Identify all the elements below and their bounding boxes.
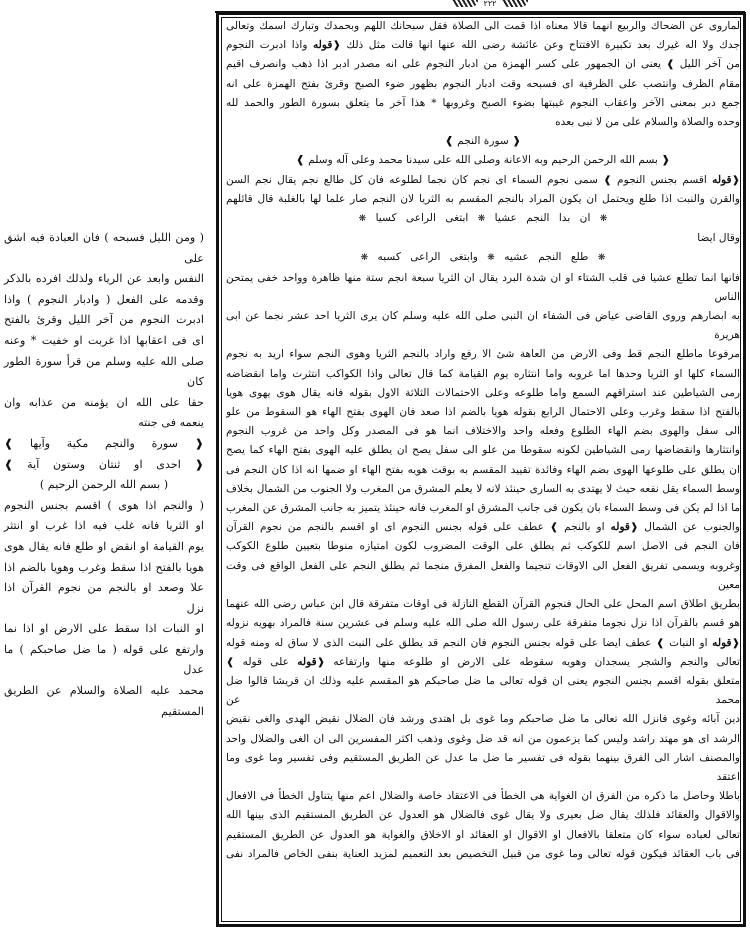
ornament-open-icon: ❰ [657,154,671,167]
text-line: به ابصارهم وروى القاضى عياض فى الشفاء ان النبى صلى الله عليه وسلم كان يرى الثريا احد عشر نجما عن ابى هريرة [226,310,740,342]
verse-line [226,209,740,229]
ornament-open-icon: ❰ [629,522,639,534]
ornament-close-icon: ❱ [4,457,28,471]
lemma: من آخر الليل [679,58,740,71]
qawlah-marker: قوله [712,173,732,186]
star-icon: ❋ [360,253,369,264]
surah-info-text: سورة والنجم مكية وآيها [30,436,178,450]
surah-info-text: احدى او ثنتان وستون آية [27,457,181,471]
margin-line: صلى الله عليه وسلم من قرأ سورة الطور كان [4,354,204,389]
text-line: متعلق بقوله اقسم بجنس النجوم يعنى ان قوله تعالى ما ضل صاحبكم هو المقسم عليه وذلك ان قريشا قالوا ضل محمد عن [226,674,740,707]
text-span: يعنى ان الجمهور على كسر الهمزة من ادبار النجوم على انه مصدر ادبر اذا ذهب وانصرف اقيم [226,58,662,71]
qawlah-marker: قوله [297,655,317,668]
text-line: وقال ايضا [697,232,740,245]
text-span: تعالى والنجم والشجر يسجدان وهويه سقوطه على الارض او طلوعه منها وارتفاعه [333,655,740,668]
text-line [226,518,740,537]
text-line: وسط السماء يقل نفعه حيث لا يهتدى به السارى حينئذ لانه لا يعلم المشرق من المغرب ولا الجنوب من الشمال بخلاف [226,482,740,495]
text-line: فانها انما تطلع عشيا فى قلب الشتاء او ان شدة البرد يقال ان الثريا سبعة انجم ستة منها ظاهرة وواحد خفى يمتحن الناس [226,271,740,303]
text-line: وانتثارها وانقضاضها رمى الشياطين لكونه سقوطا من علو الى سفل يصح ان يطلق عليه الهوى بفتح الهاء كما يصح [226,444,740,457]
hemistich: ابتغى الراعى كسيا [375,212,469,225]
qawlah-marker: قوله [313,39,333,52]
lemma: او النبات [669,636,708,649]
ornament-open-icon: ❰ [332,40,341,52]
ornament-close-icon: ❱ [226,656,235,668]
text-line [226,171,740,190]
surah-title: سورة النجم [457,135,509,148]
margin-line: ينعمه فى جنته [138,416,204,430]
text-line: جمع دبر بمعنى الآخر واعقاب النجوم غيبتها بضوء الصبح وغروبها * هذا آخر ما يتعلق بسورة الطور والحمد لله [226,96,740,109]
text-line: بالفتح اذا سقط وغرب وعلى الاحتمال الرابع بقوله هويا بالضم اذا صعد فان الهوى بفتح الهاء هو السقوط من علو [226,406,740,419]
ornament-close-icon: ❱ [549,522,559,534]
ornament-open-icon: ❰ [731,637,740,649]
text-line: مقام الظرف وانتصب على الظرفية اى فسبحه وقت ادبار النجوم بظهور ضوء الصبح وقرئ بفتح الهمزة على انه [226,77,740,90]
text-line: وغروبه ويسمى تفريق الفعل الى الاوقات تنجيما والفعل المفرق منجما ثم يطلق النجم على الفعل الواقع فى وقت معين [226,559,740,591]
basmala-heading [226,151,740,170]
text-line [226,653,740,672]
margin-line: اى فى اعقابها اذا غربت او خفيت * وعنه [4,333,204,347]
ornament-close-icon: ❱ [4,436,30,450]
margin-line: هويا بالفتح اذا سقط وغرب وهويا بالضم اذا [4,560,204,574]
text-line: مرفوعا ماطلع النجم قط وفى الارض من العاهة شئ الا رفع واراد بالنجم الثريا وهوى النجم سواء اريد به نجوم [226,348,740,361]
margin-line: المستقيم [161,704,204,718]
margin-line: ادبرت النجوم من آخر الليل وقرئ بالفتح [4,313,204,327]
ornament-left-icon [452,0,478,7]
text-line: هو قسم بالقرآن اذا نزل نجوما متفرقة على رسول الله صلى الله عليه وسلم فى عشرين سنة فالمراد بهويه نزوله [226,617,740,630]
text-span: سمى نجوم السماء اى نجم كان نجما لطلوعه فان كل طالع نجم يقال نجم السن [226,173,599,186]
margin-line: حقا على الله ان يؤمنه من عذابه وان [4,395,204,409]
text-line: فى باب العقائد فيكون قوله تعالى وما غوى من قبيل التخصيص بعد التعميم لمزيد العناية بنفى الخاص فالمراد نفى [226,847,740,860]
star-icon: ❋ [358,214,367,225]
ornament-close-icon: ❱ [666,59,675,71]
text-line [226,634,740,653]
star-icon: ❋ [597,253,606,264]
lemma: اقسم بجنس النجوم [617,173,707,186]
ornament-close-icon: ❱ [295,154,309,167]
margin-line: او النبات اذا سقط على الارض او اذا نما [4,622,204,636]
ornament-close-icon: ❱ [444,135,458,148]
surah-heading [226,132,740,151]
hemistich: ان بدا النجم عشيا [494,212,591,225]
text-line: تعالى لعباده سواء كان متعلقا بالافعال او الاقوال او العقائد او الاخلاق والغواية هو العدول عن الطريق المستقيم [226,828,740,841]
lemma: واذا ادبرت النجوم [226,39,308,52]
text-line [226,36,740,55]
text-span: جدك ولا اله غيرك بعد تكبيرة الافتتاح وعن عائشة رضى الله عنها انها قالت مثل ذلك [346,39,740,52]
margin-line: وارتفع على قوله ( ما ضل صاحبكم ) ما عدل [4,642,204,677]
qawlah-marker: قوله [712,636,732,649]
page-header [430,0,550,10]
text-line: الرشد اى هو مهتد راشد وليس كما يزعمون من انه قد ضل وغوى وذهب اكثر المفسرين الى ان الغى والضلال واحد [226,732,740,745]
text-line: وحده والصلاة والسلام على من لا نبى بعده [555,116,740,129]
text-line: دين آبائه وغوى فانزل الله تعالى ما ضل صاحبكم وما غوى بل اهتدى ورشد فان الضلال نقيض الهدى والغى نقيض [226,713,740,726]
text-span: عطف ايضا على قوله بجنس النجوم فان النجم قد يطلق على النبت الذى لا ساق له ومنه قوله [226,636,652,649]
hemistich: وابتغى الراعى كسبه [377,251,478,264]
margin-line: النفس وابعد عن الرياء ولذلك افرده بالذكر [4,272,204,286]
text-span: والجنوب عن الشمال [644,521,740,534]
page-number: ٢٢٢ [483,0,497,8]
ornament-right-icon [502,0,528,7]
margin-line: يوم القيامة او انقض او طلع فانه يقال هوى [4,539,204,553]
ornament-open-icon: ❰ [731,174,740,186]
ornament-open-icon: ❰ [316,656,326,668]
surah-info-line [4,455,204,476]
margin-tafsir [4,228,204,722]
star-icon: ❋ [477,214,486,225]
margin-line: وقدمه على الفعل ( وادبار النجوم ) واذا [4,292,204,306]
text-line: والقرن والنبت اذا طلع ويحتمل ان يكون المراد بالنجم المقسم به الثريا لان النجم صار علما لها بالغلبة قال قائلهم [226,192,740,205]
basmala-text: بسم الله الرحمن الرحيم وبه الاعانة وصلى الله على سيدنا محمد وعلى آله وسلم [308,154,658,167]
ornament-open-icon: ❰ [177,436,204,450]
margin-line: ( والنجم اذا هوى ) اقسم بجنس النجوم [4,498,204,512]
margin-line: ( ومن الليل فسبحه ) فان العبادة فيه اشق على [4,231,204,265]
text-line: الى سفل والهوى بضم الهاء الطلوع وفعله واحد والاختلاف انما هو فى المصدر وكل واحد من غروب النجوم [226,425,740,438]
margin-line: او الثريا فانه غلب فيه اذا غرب او انتثر [4,519,204,533]
main-commentary [226,17,740,922]
text-line: فان النجم فى الاصل اسم للكوكب ثم يطلق على الوقت المضروب لكون امتيازه منوطا بتعيين طلوع الكوكب [226,540,740,553]
qawlah-marker: قوله [610,521,630,534]
star-icon: ❋ [599,214,608,225]
text-line: لماروى عن الضحاك والربيع انهما قالا معناه اذا قمت الى الصلاة فقل سبحانك اللهم وبحمدك وتبارك اسمك وتعالى [226,20,740,32]
text-line: والمصنف اشار الى الفرق بينهما بقوله فى تفسير ما ضل ما عدل عن الطريق المستقيم وفى تفسير وما غوى وما اعتقد [226,751,740,783]
text-line: ان يطلق على طلوعها الهوى بضم الهاء وفائدة تقييد المقسم به بوقت هويه بفتح الهاء او ضمها انه اذا كان النجم فى [226,463,740,476]
verse-line [226,248,740,268]
text-line: باطلا وحاصل ما ذكره من الفرق ان الغواية هى الخطأ فى الاعتقاد خاصة والضلال اعم منها يتناول الخطأ فى الافعال [226,790,740,803]
text-line: بطريق اطلاق اسم المحل على الحال فنجوم القرآن القطع النازلة فى اوقات متفرقة قال ابن عباس رضى الله عنهما [226,598,740,611]
margin-line: محمد عليه الصلاة والسلام عن الطريق [4,684,204,698]
text-line: والاقوال والعقائد فلذلك يقال ضل بعيرى ولا يقال غوى فالضلال هو العدول عن الطريق المستقيم الذى بينها الله [226,809,740,822]
ornament-open-icon: ❰ [180,457,204,471]
margin-basmala: ( بسم الله الرحمن الرحيم ) [39,478,169,492]
ornament-open-icon: ❰ [508,135,522,148]
margin-line: علا وصعد او بالنجم من نجوم القرآن اذا نزل [4,581,204,615]
surah-info-line [4,434,204,455]
text-line [226,55,740,74]
text-line: ما اذا لم يكن فى وسط السماء بان يكون فى جانب المشرق او المغرب فانه حينئذ يتميز به جانب المشرق عن المغرب [226,502,740,515]
text-span: عطف على قوله بجنس النجوم اى او اقسم بالنجم من نجوم القرآن [226,521,544,534]
text-line: السماء كلها او الثريا وحدها اما غروبه واما انتثاره يوم القيامة كما قال تعالى واذا الكواكب انتثرت واما انقضاضه [226,367,740,380]
ornament-close-icon: ❱ [656,637,665,649]
star-icon: ❋ [487,253,495,264]
text-line: رمى الشياطين عند استراقهم السمع واما طلوعه وعلى الاحتمالات الثلاثة الاول بقوله فانه يقال هوى يهوى هويا [226,386,740,399]
lemma: او بالنجم [564,521,605,534]
hemistich: طلع النجم عشيه [504,251,589,264]
ornament-close-icon: ❱ [603,174,612,186]
lemma: على قوله [242,655,289,668]
